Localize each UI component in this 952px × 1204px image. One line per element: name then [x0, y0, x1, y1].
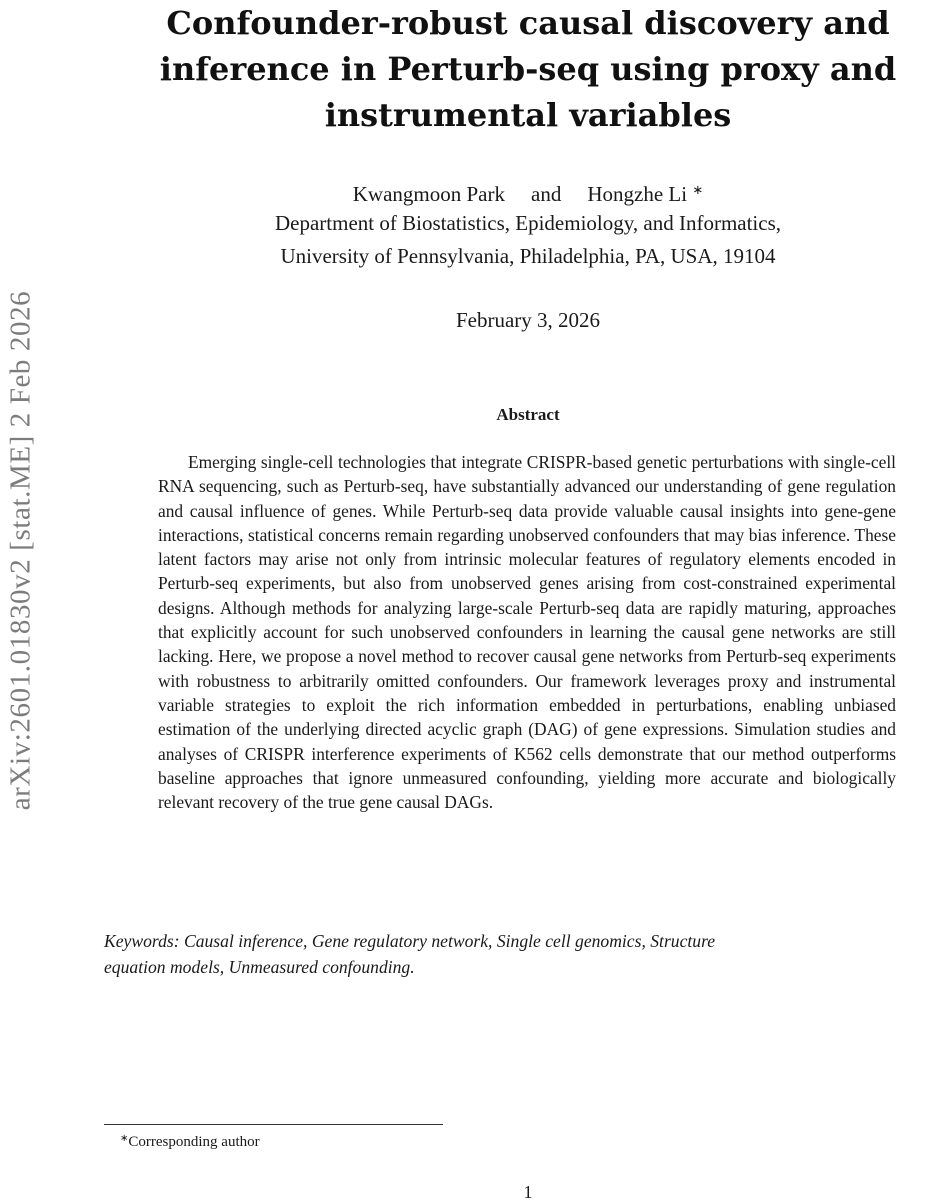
author-name: Hongzhe Li	[587, 182, 688, 206]
abstract-heading: Abstract	[496, 405, 560, 424]
footnote-rule	[104, 1124, 443, 1125]
page-number: 1	[523, 1182, 533, 1202]
arxiv-stamp-text: arXiv:2601.01830v2 [stat.ME] 2 Feb 2026	[4, 290, 37, 810]
affiliation-line: Department of Biostatistics, Epidemiology, and Informatics,	[274, 211, 782, 235]
corresponding-author-mark: ∗	[692, 182, 704, 197]
author-name: Kwangmoon Park	[352, 182, 505, 206]
abstract-body: Emerging single-cell technologies that integrate CRISPR-based genetic perturbations with single-cell RNA sequencing, such as Perturb-seq, have substantially advanced our understanding of gene regulation and causal influence of genes. While Perturb-seq data provide valuable causal insights into gene-gene interactions, statistical concerns remain regarding unobserved confounders that may bias inference. These latent factors may arise not only from intrinsic molecular features of regulatory elements encoded in Perturb-seq experiments, but also from unobserved genes arising from cost-constrained experimental designs. Although methods for analyzing large-scale Perturb-seq data are rapidly maturing, approaches that explicitly account for such unobserved confounders in learning the causal gene networks are still lacking. Here, we propose a novel method to recover causal gene networks from Perturb-seq experiments with robustness to arbitrarily omitted confounders. Our framework leverages proxy and instrumental variable strategies to exploit the rich information embedded in perturbations, enabling unbiased estimation of the underlying directed acyclic graph (DAG) of gene expressions. Simulation studies and analyses of CRISPR interference experiments of K562 cells demonstrate that our method outperforms baseline approaches that ignore unmeasured confounding, yielding more accurate and biologically relevant recovery of the true gene causal DAGs.	[158, 452, 896, 813]
paper-title	[100, 0, 952, 138]
publication-date: February 3, 2026	[455, 308, 601, 332]
arxiv-stamp	[4, 225, 38, 875]
affiliation-line: University of Pennsylvania, Philadelphia, PA, USA, 19104	[280, 244, 776, 268]
affiliation	[100, 207, 952, 273]
footnote-mark: ∗	[120, 1133, 129, 1144]
author-list	[100, 174, 952, 210]
keywords	[104, 928, 952, 980]
title-line: instrumental variables	[324, 96, 732, 134]
keywords-line: equation models, Unmeasured confounding.	[104, 957, 415, 977]
title-line: inference in Perturb-seq using proxy and	[159, 50, 897, 88]
footnote-text: Corresponding author	[128, 1134, 260, 1150]
footnote	[120, 1128, 260, 1153]
keywords-line: Keywords: Causal inference, Gene regulatory network, Single cell genomics, Structure	[104, 931, 716, 951]
title-line: Confounder-robust causal discovery and	[166, 4, 890, 42]
author-conjunction: and	[531, 182, 562, 206]
